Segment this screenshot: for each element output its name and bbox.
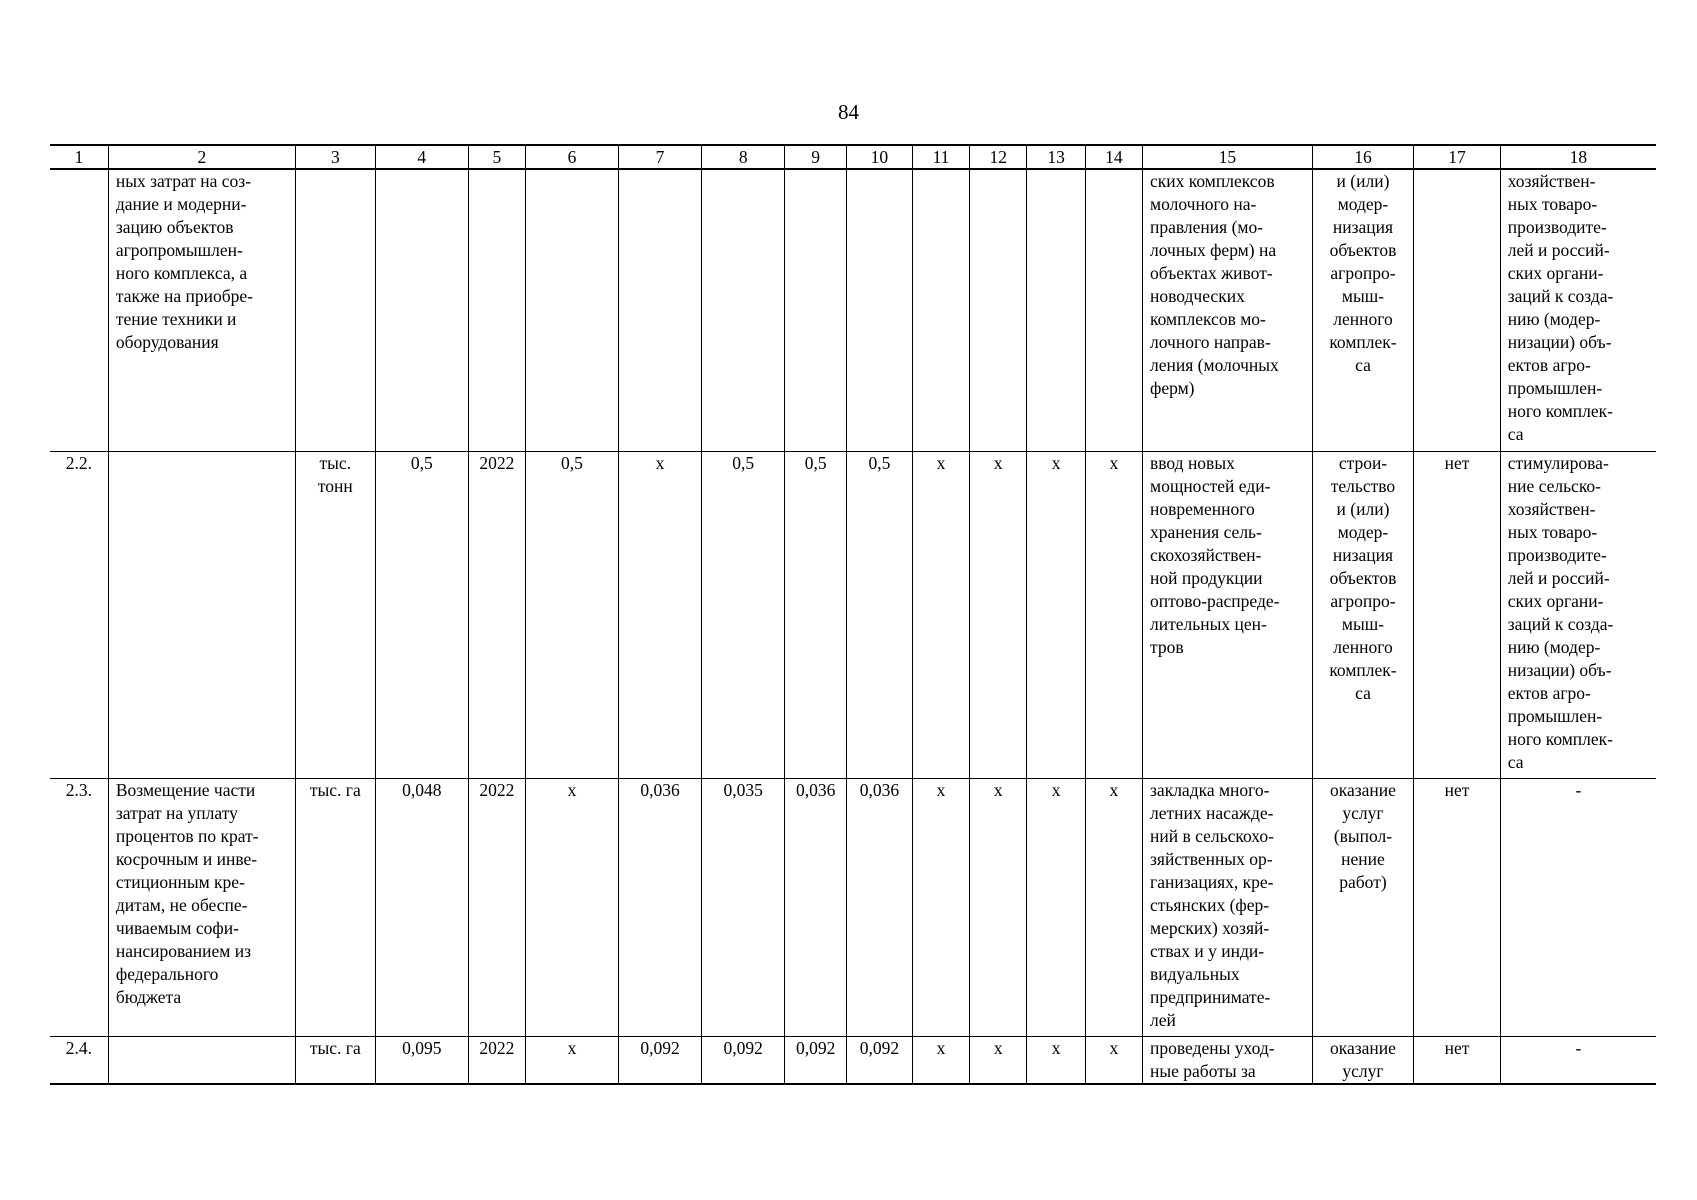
header-row	[50, 145, 1656, 169]
header-cell: 5	[468, 145, 525, 169]
goal-description	[1500, 778, 1656, 1036]
value-cell: 0,036	[618, 778, 701, 1036]
unit-cell: тыс. га	[295, 778, 375, 1036]
table-row	[50, 169, 1656, 451]
value-cell: x	[912, 451, 969, 778]
value-cell: 0,5	[846, 451, 912, 778]
value-cell: 0,5	[785, 451, 847, 778]
row-number: 2.3.	[50, 778, 108, 1036]
value-cell: 0,035	[702, 778, 785, 1036]
activity-type: и (или) модер- низация объектов агропро- мыш- ленного комплек- са	[1312, 169, 1414, 451]
header-cell: 3	[295, 145, 375, 169]
value-cell: x	[970, 778, 1027, 1036]
value-cell: 0,095	[375, 1036, 468, 1084]
value-cell: x	[526, 1036, 619, 1084]
value-cell	[912, 169, 969, 451]
value-cell	[618, 169, 701, 451]
value-cell	[1027, 169, 1085, 451]
year-cell: 2022	[468, 1036, 525, 1084]
activity-type: строи- тельство и (или) модер- низация объектов агропро- мыш- ленного комплек- са	[1312, 451, 1414, 778]
header-cell: 1	[50, 145, 108, 169]
activity-type: оказание услуг	[1312, 1036, 1414, 1084]
header-cell: 7	[618, 145, 701, 169]
goal-description: стимулирова- ние сельско- хозяйствен- ных товаро- производите- лей и россий- ских органи- заций к созда- нию (модер- низации) объ- ектов агро- промышлен- ного комплек- са	[1500, 451, 1656, 778]
value-cell: 0,092	[618, 1036, 701, 1084]
flag-cell	[1414, 169, 1500, 451]
table-row	[50, 778, 1656, 1036]
value-cell: 0,092	[785, 1036, 847, 1084]
value-cell: 0,092	[702, 1036, 785, 1084]
value-cell: x	[526, 778, 619, 1036]
result-description: закладка много- летних насажде- ний в сельскохо- зяйственных ор- ганизациях, кре- стьянских (фер- мерских) хозяй- ствах и у инди- видуальных предпринимате- лей	[1143, 778, 1313, 1036]
value-cell: x	[1027, 1036, 1085, 1084]
row-number: 2.2.	[50, 451, 108, 778]
value-cell: x	[1085, 778, 1142, 1036]
header-cell: 4	[375, 145, 468, 169]
page-number: 84	[838, 100, 859, 124]
year-cell	[468, 169, 525, 451]
header-cell: 10	[846, 145, 912, 169]
value-cell: x	[1085, 451, 1142, 778]
header-cell: 6	[526, 145, 619, 169]
measure-name	[108, 1036, 295, 1084]
header-cell: 17	[1414, 145, 1500, 169]
table-row	[50, 451, 1656, 778]
measure-name: Возмещение части затрат на уплату процентов по крат- косрочным и инве- стиционным кре- дитам, не обеспе- чиваемым софи- нансированием из федерального бюджета	[108, 778, 295, 1036]
value-cell: x	[912, 778, 969, 1036]
header-cell: 16	[1312, 145, 1414, 169]
flag-cell: нет	[1414, 1036, 1500, 1084]
value-cell: 0,5	[526, 451, 619, 778]
value-cell: 0,092	[846, 1036, 912, 1084]
flag-cell: нет	[1414, 778, 1500, 1036]
header-cell: 8	[702, 145, 785, 169]
value-cell: x	[1027, 778, 1085, 1036]
value-cell	[785, 169, 847, 451]
header-cell: 14	[1085, 145, 1142, 169]
value-cell: 0,5	[375, 451, 468, 778]
value-cell	[1085, 169, 1142, 451]
unit-cell	[295, 169, 375, 451]
goal-text: -	[1575, 779, 1582, 800]
value-cell	[526, 169, 619, 451]
header-cell: 15	[1143, 145, 1313, 169]
value-cell: 0,036	[785, 778, 847, 1036]
data-table	[50, 144, 1656, 1085]
value-cell: x	[1027, 451, 1085, 778]
row-number	[50, 169, 108, 451]
row-number: 2.4.	[50, 1036, 108, 1084]
measure-name: ных затрат на соз- дание и модерни- зацию объектов агропромышлен- ного комплекса, а также на приобре- тение техники и оборудования	[108, 169, 295, 451]
header-cell: 11	[912, 145, 969, 169]
value-cell	[970, 169, 1027, 451]
value-cell: x	[970, 1036, 1027, 1084]
year-cell: 2022	[468, 778, 525, 1036]
value-cell: 0,048	[375, 778, 468, 1036]
value-cell: x	[618, 451, 701, 778]
activity-type: оказание услуг (выпол- нение работ)	[1312, 778, 1414, 1036]
value-cell: x	[1085, 1036, 1142, 1084]
unit-cell: тыс. га	[295, 1036, 375, 1084]
goal-description: -	[1500, 1036, 1656, 1084]
unit-cell: тыс. тонн	[295, 451, 375, 778]
result-description: ввод новых мощностей еди- новременного хранения сель- скохозяйствен- ной продукции оптово-распреде- лительных цен- тров	[1143, 451, 1313, 778]
value-cell	[846, 169, 912, 451]
header-cell: 2	[108, 145, 295, 169]
goal-description: хозяйствен- ных товаро- производите- лей и россий- ских органи- заций к созда- нию (модер- низации) объ- ектов агро- промышлен- ного комплек- са	[1500, 169, 1656, 451]
measure-name	[108, 451, 295, 778]
header-cell: 13	[1027, 145, 1085, 169]
year-cell: 2022	[468, 451, 525, 778]
value-cell: 0,036	[846, 778, 912, 1036]
value-cell: 0,5	[702, 451, 785, 778]
value-cell	[375, 169, 468, 451]
result-description: проведены уход- ные работы за	[1143, 1036, 1313, 1084]
value-cell: x	[970, 451, 1027, 778]
value-cell	[702, 169, 785, 451]
header-cell: 12	[970, 145, 1027, 169]
table-row	[50, 1036, 1656, 1084]
header-cell: 9	[785, 145, 847, 169]
result-description: ских комплексов молочного на- правления (мо- лочных ферм) на объектах живот- новодческих комплексов мо- лочного направ- ления (молочных ферм)	[1143, 169, 1313, 451]
value-cell: x	[912, 1036, 969, 1084]
flag-cell: нет	[1414, 451, 1500, 778]
header-cell: 18	[1500, 145, 1656, 169]
